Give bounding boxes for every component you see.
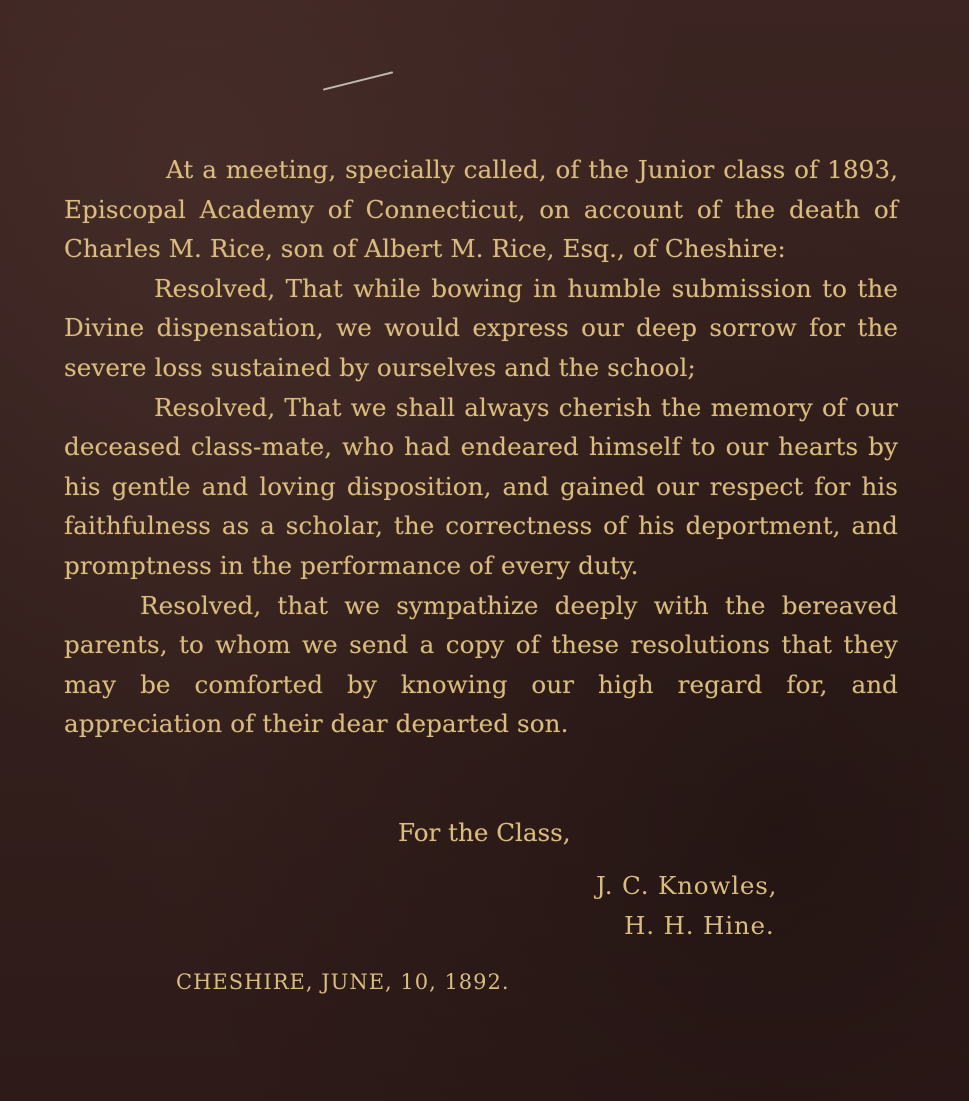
paper-speck [323, 71, 393, 90]
signatory-name: H. H. Hine. [624, 911, 775, 940]
resolution-paragraph: Resolved, That while bowing in humble submission to the Divine dispensation, we would express our deep sorrow for the severe loss sustained by ourselves and the school; [64, 273, 898, 382]
resolution-paragraph: Resolved, that we sympathize deeply with the bereaved parents, to whom we send a copy of these resolutions that they may be comforted by knowing our high regard for, and appreciation of their dear departed son. [64, 590, 898, 739]
resolution-paragraph: Resolved, That we shall always cherish the memory of our deceased class-mate, who had endeared himself to our hearts by his gentle and loving disposition, and gained our respect for his faithfulness as a scholar, the correctness of his deportment, and promptness in the performance of every duty. [64, 392, 898, 580]
resolution-body [64, 150, 898, 744]
signoff-line: For the Class, [398, 818, 571, 847]
preamble-paragraph: At a meeting, specially called, of the Junior class of 1893, Episcopal Academy of Connecticut, on account of the death of Charles M. Rice, son of Albert M. Rice, Esq., of Cheshire: [64, 155, 898, 264]
signatory-name: J. C. Knowles, [596, 871, 778, 900]
dateline: CHESHIRE, JUNE, 10, 1892. [176, 970, 510, 994]
